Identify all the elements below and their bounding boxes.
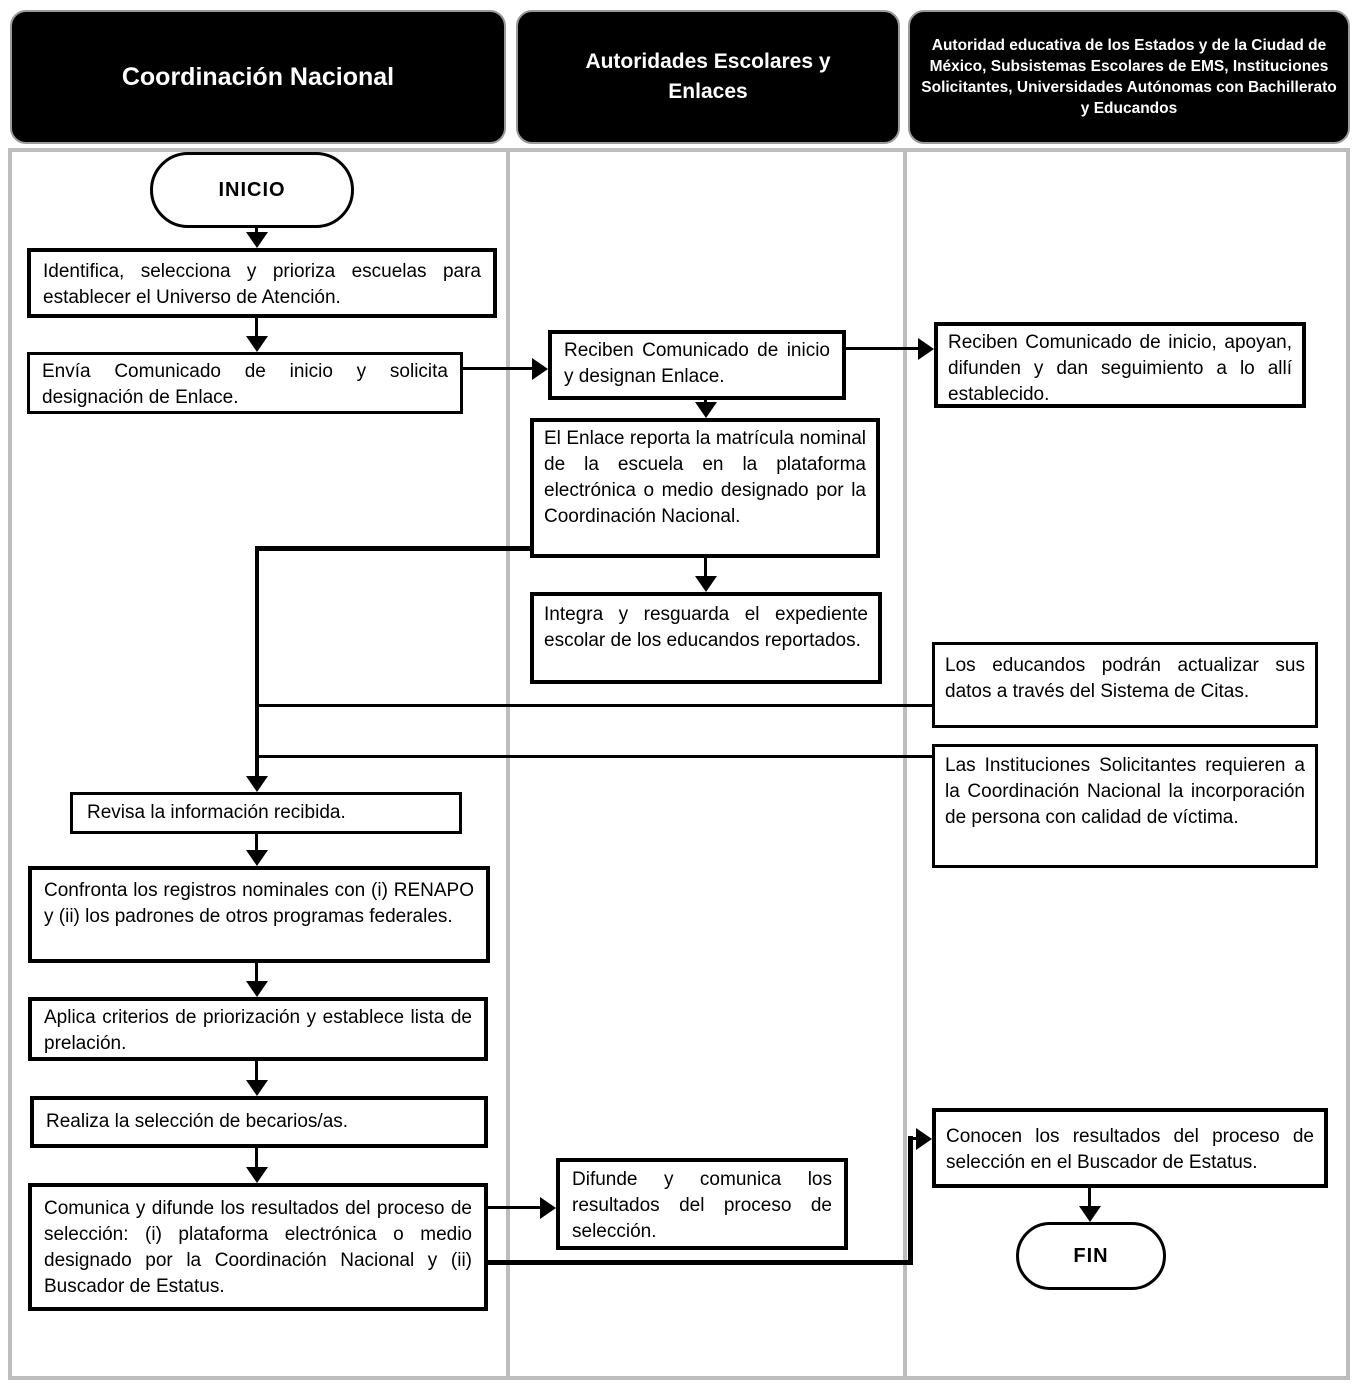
node-difunde-resultados: Difunde y comunica los resultados del proceso de selección.: [556, 1158, 848, 1250]
edge-comunica-conocen-vline: [908, 1136, 913, 1265]
edge-comunica-conocen-arrowhead-icon: [916, 1128, 932, 1150]
lane-separator-2: [903, 148, 907, 1380]
node-fin: FIN: [1016, 1222, 1166, 1290]
node-conocen-resultados: Conocen los resultados del proceso de selección en el Buscador de Estatus.: [932, 1108, 1328, 1188]
edge-enlace-revisa-hline: [255, 546, 532, 551]
edge-reciben-apoyan-line: [846, 347, 922, 350]
edge-reciben-enlace-arrowhead-icon: [695, 402, 717, 418]
edge-aplica-realiza-line: [255, 1061, 258, 1082]
edge-reciben-apoyan-arrowhead-icon: [918, 338, 934, 360]
node-envia-comunicado: Envía Comunicado de inicio y solicita designación de Enlace.: [27, 352, 463, 414]
lane-header-autoridad-educativa: Autoridad educativa de los Estados y de la Ciudad de México, Subsistemas Escolares de EMS, Instituciones Solicitantes, Universidades Autónomas con Bachillerato y Educandos: [908, 10, 1350, 144]
edge-enlace-revisa-vline: [255, 546, 259, 778]
node-reciben-designan-enlace: Reciben Comunicado de inicio y designan Enlace.: [548, 330, 846, 400]
edge-enlace-integra-line: [704, 558, 707, 578]
lane-separator-1: [506, 148, 510, 1380]
node-comunica-resultados: Comunica y difunde los resultados del proceso de selección: (i) plataforma electrónica o medio designado por la Coordinación Nacional y (ii) Buscador de Estatus.: [28, 1183, 488, 1311]
node-integra-expediente: Integra y resguarda el expediente escolar de los educandos reportados.: [530, 592, 882, 684]
node-reciben-apoyan: Reciben Comunicado de inicio, apoyan, difunden y dan seguimiento a lo allí establecido.: [934, 322, 1306, 408]
edge-comunica-difunde-arrowhead-icon: [540, 1197, 556, 1219]
edge-realiza-comunica-arrowhead-icon: [246, 1167, 268, 1183]
edge-enlace-revisa-arrowhead-icon: [246, 776, 268, 792]
edge-conocen-fin-arrowhead-icon: [1079, 1206, 1101, 1222]
edge-instituciones-revisa-line: [257, 755, 934, 758]
edge-confronta-aplica-arrowhead-icon: [246, 981, 268, 997]
lane-header-autoridades-escolares: Autoridades Escolares y Enlaces: [516, 10, 900, 144]
edge-revisa-confronta-arrowhead-icon: [246, 850, 268, 866]
edge-identifica-envia-line: [255, 318, 258, 338]
node-instituciones-victima: Las Instituciones Solicitantes requieren a la Coordinación Nacional la incorporación de persona con calidad de víctima.: [932, 744, 1318, 868]
edge-comunica-difunde-line: [488, 1206, 542, 1209]
edge-realiza-comunica-line: [255, 1148, 258, 1169]
edge-educandos-revisa-line: [257, 704, 934, 707]
lane-header-coordinacion-nacional: Coordinación Nacional: [10, 10, 506, 144]
edge-identifica-envia-arrowhead-icon: [246, 336, 268, 352]
node-inicio: INICIO: [150, 152, 354, 228]
node-educandos-actualizan: Los educandos podrán actualizar sus datos a través del Sistema de Citas.: [932, 642, 1318, 728]
edge-envia-reciben-arrowhead-icon: [532, 358, 548, 380]
edge-comunica-conocen-hline: [488, 1260, 913, 1265]
node-aplica-criterios: Aplica criterios de priorización y establece lista de prelación.: [28, 997, 488, 1061]
edge-confronta-aplica-line: [255, 963, 258, 983]
edge-envia-reciben-line: [463, 367, 536, 370]
node-revisa-informacion: Revisa la información recibida.: [70, 792, 462, 834]
node-confronta-registros: Confronta los registros nominales con (i) RENAPO y (ii) los padrones de otros programas federales.: [28, 866, 490, 963]
edge-enlace-integra-arrowhead-icon: [695, 576, 717, 592]
edge-aplica-realiza-arrowhead-icon: [246, 1080, 268, 1096]
edge-inicio-identifica-arrowhead-icon: [246, 232, 268, 248]
node-identifica-escuelas: Identifica, selecciona y prioriza escuelas para establecer el Universo de Atención.: [27, 248, 497, 318]
node-realiza-seleccion: Realiza la selección de becarios/as.: [30, 1096, 488, 1148]
edge-conocen-fin-line: [1088, 1188, 1091, 1208]
node-enlace-reporta-matricula: El Enlace reporta la matrícula nominal de la escuela en la plataforma electrónica o medio designado por la Coordinación Nacional.: [530, 418, 880, 558]
